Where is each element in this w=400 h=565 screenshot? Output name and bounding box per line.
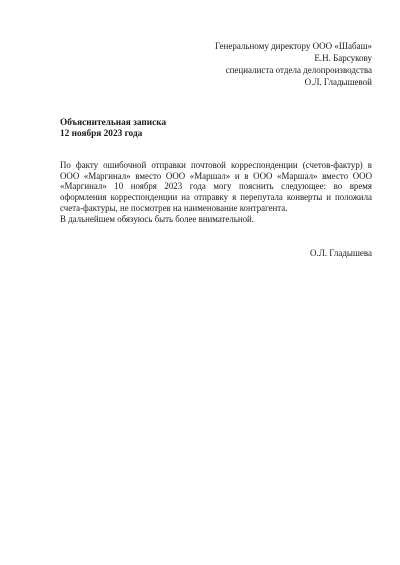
body-paragraph-main: По факту ошибочной отправки почтовой корреспонденции (счетов-фактур) в ООО «Маргинал» вместо ООО «Маршал» и в ООО «Маршал» вместо ООО «Маргинал» 10 ноября 2023 года могу пояснить следующее: во время оформления корреспонденции на отправку я перепутала конверты и положила счета-фактуры, не посмотрев на наименование контрагента. xyxy=(60,160,372,213)
title-block xyxy=(60,118,166,140)
body-text xyxy=(60,160,372,224)
sender-name: О.Л. Гладышевой xyxy=(304,77,372,87)
sender-position: специалиста отдела делопроизводства xyxy=(225,65,372,75)
document-date: 12 ноября 2023 года xyxy=(60,129,143,139)
document-title: Объяснительная записка xyxy=(60,118,167,128)
addressee-block xyxy=(215,40,372,88)
addressee-position: Генеральному директору ООО «Шабаш» xyxy=(215,41,372,51)
addressee-name: Е.Н. Барсукову xyxy=(314,53,372,63)
body-paragraph-promise: В дальнейшем обязуюсь быть более внимательной. xyxy=(60,213,254,224)
signature-name: О.Л. Гладышева xyxy=(309,248,372,258)
